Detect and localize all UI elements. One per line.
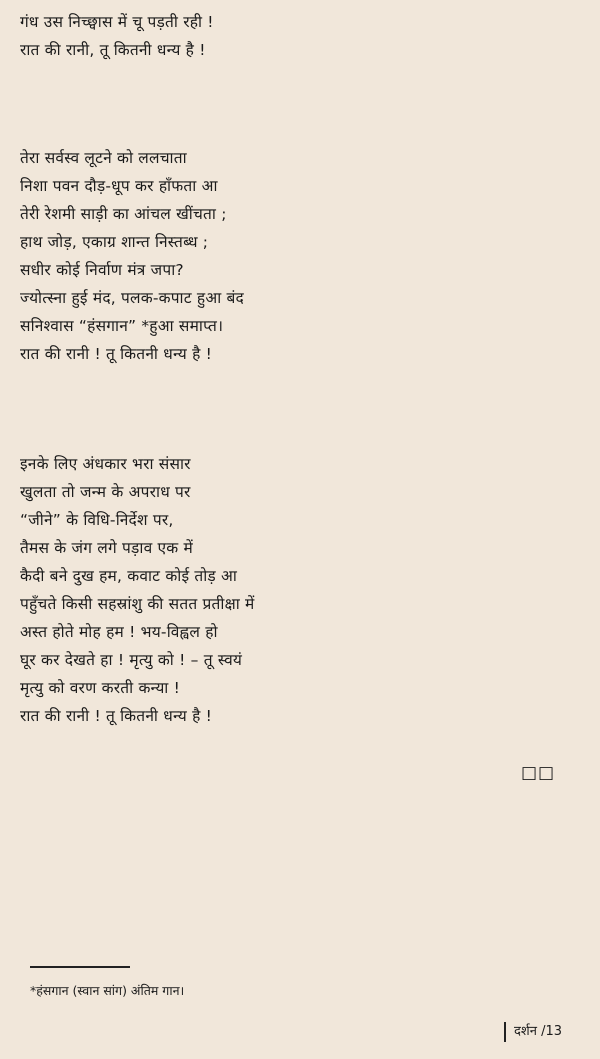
poem-line: घूर कर देखते हा ! मृत्यु को ! – तू स्वयं [20, 651, 243, 669]
footnote: *हंसगान (स्वान सांग) अंतिम गान। [30, 983, 185, 998]
poem-line: तेरा सर्वस्व लूटने को ललचाता [20, 149, 187, 167]
footnote-divider [30, 966, 130, 968]
end-ornament: □□ [521, 763, 556, 783]
poem-line: सनिश्वास “हंसगान” *हुआ समाप्त। [20, 317, 224, 335]
poem-line: इनके लिए अंधकार भरा संसार [20, 455, 191, 473]
poem-line: रात की रानी, तू कितनी धन्य है ! [20, 41, 206, 59]
stanza-1 [20, 8, 214, 64]
poem-line: खुलता तो जन्म के अपराध पर [20, 483, 191, 501]
stanza-3 [20, 450, 255, 730]
poem-line: तेरी रेशमी साड़ी का आंचल खींचता ; [20, 205, 227, 223]
poem-line: अस्त होते मोह हम ! भय-विह्वल हो [20, 623, 218, 641]
poem-line: सधीर कोई निर्वाण मंत्र जपा? [20, 261, 184, 279]
poem-line: ज्योत्स्ना हुई मंद, पलक-कपाट हुआ बंद [20, 289, 244, 307]
poem-line: मृत्यु को वरण करती कन्या ! [20, 679, 181, 697]
page-folio: दर्शन /13 [504, 1022, 562, 1042]
poem-line: रात की रानी ! तू कितनी धन्य है ! [20, 707, 213, 725]
poem-line: हाथ जोड़, एकाग्र शान्त निस्तब्ध ; [20, 233, 209, 251]
poem-line: “जीने” के विधि-निर्देश पर, [20, 511, 174, 529]
stanza-2 [20, 144, 244, 368]
poem-line: कैदी बने दुख हम, कवाट कोई तोड़ आ [20, 567, 238, 585]
poem-line: निशा पवन दौड़-धूप कर हाँफता आ [20, 177, 218, 195]
poem-line: रात की रानी ! तू कितनी धन्य है ! [20, 345, 213, 363]
poem-line: तैमस के जंग लगे पड़ाव एक में [20, 539, 193, 557]
poem-line: पहुँचते किसी सहस्रांशु की सतत प्रतीक्षा में [20, 595, 255, 613]
poem-line: गंध उस निच्छ्वास में चू पड़ती रही ! [20, 13, 214, 31]
